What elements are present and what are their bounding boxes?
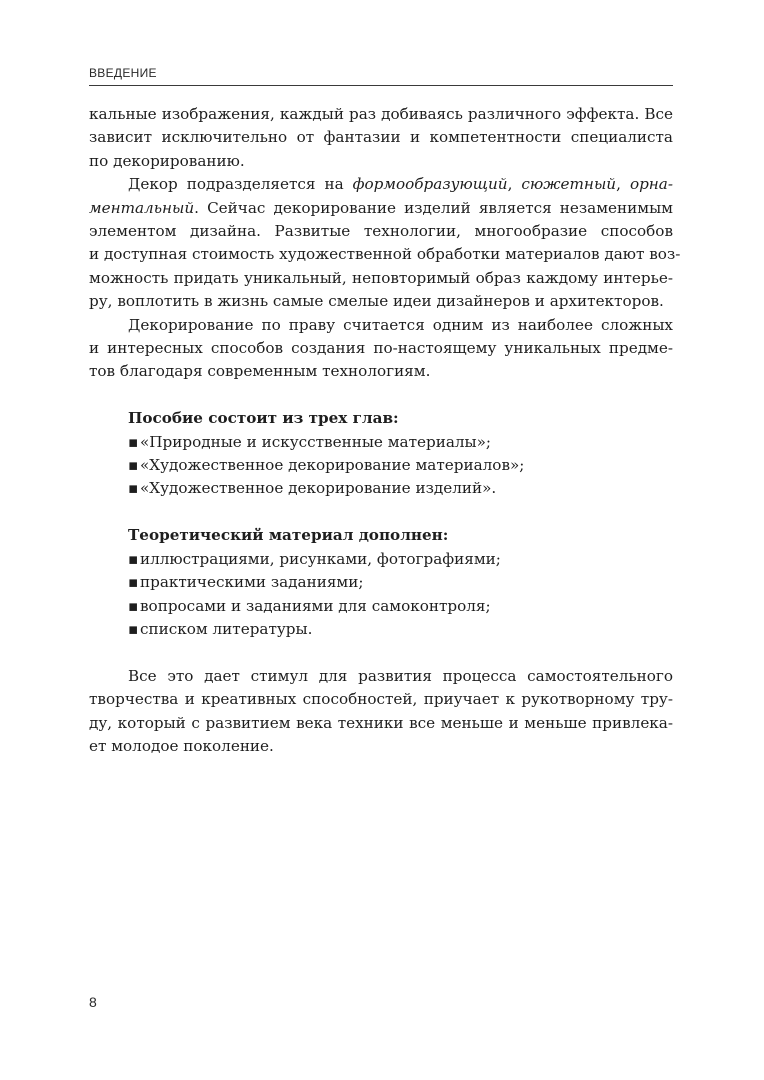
- italic-term: ментальный: [89, 198, 195, 217]
- bullet-icon: ▪: [128, 479, 139, 498]
- text-line: творчества и креативных способностей, приучает к рукотворному тру-: [89, 690, 673, 709]
- list-item: [89, 431, 673, 454]
- list-item: [89, 571, 673, 594]
- list-item-text: «Художественное декорирование изделий».: [140, 479, 497, 498]
- italic-term: сюжетный: [521, 175, 617, 194]
- list-item: [89, 595, 673, 618]
- text-run: ,: [616, 175, 630, 194]
- text-run: ,: [507, 175, 522, 194]
- chapters-heading: Пособие состоит из трех глав:: [128, 409, 399, 428]
- list-item-text: «Природные и искусственные материалы»;: [140, 432, 492, 451]
- text-run: . Сейчас декорирование изделий является незаменимым: [194, 198, 673, 217]
- list-item: [89, 618, 673, 641]
- spacer: [89, 384, 673, 407]
- list-item: [89, 477, 673, 500]
- list-item-text: списком литературы.: [140, 619, 313, 638]
- text-line: элементом дизайна. Развитые технологии, многообразие способов: [89, 222, 673, 241]
- text-run: Декор подразделяется на: [128, 175, 353, 194]
- italic-term: орна-: [629, 175, 673, 194]
- text-line: по декорированию.: [89, 151, 245, 170]
- running-head: ВВЕДЕНИЕ: [89, 66, 673, 86]
- list-item-text: иллюстрациями, рисунками, фотографиями;: [140, 549, 501, 568]
- list-item-text: вопросами и заданиями для самоконтроля;: [140, 596, 491, 615]
- paragraph-1: [89, 103, 673, 173]
- text-line: ет молодое поколение.: [89, 736, 274, 755]
- text-line: и доступная стоимость художественной обработки материалов дают воз-: [89, 245, 681, 264]
- text-line: кальные изображения, каждый раз добиваясь различного эффекта. Все: [89, 105, 673, 123]
- bullet-icon: ▪: [128, 456, 139, 475]
- text-line: ду, который с развитием века техники все меньше и меньше привлека-: [89, 713, 673, 732]
- text-line: и интересных способов создания по-настоящему уникальных предме-: [89, 339, 673, 358]
- list-item: [89, 548, 673, 571]
- spacer: [89, 641, 673, 664]
- bullet-icon: ▪: [128, 573, 139, 592]
- list-item-text: «Художественное декорирование материалов»;: [140, 456, 525, 475]
- paragraph-2: [89, 173, 681, 313]
- text-line: [89, 173, 673, 196]
- spacer: [89, 501, 673, 524]
- text-line: [89, 197, 673, 220]
- page-number: 8: [89, 994, 97, 1010]
- text-line: зависит исключительно от фантазии и компетентности специалиста: [89, 128, 673, 147]
- chapters-list: [89, 407, 673, 501]
- supplements-heading: Теоретический материал дополнен:: [128, 526, 449, 545]
- bullet-icon: ▪: [128, 596, 139, 615]
- italic-term: формообразующий: [352, 175, 508, 194]
- supplements-list: [89, 524, 673, 641]
- text-line: Все это дает стимул для развития процесса самостоятельного: [128, 666, 673, 685]
- paragraph-4: [89, 665, 673, 759]
- bullet-icon: ▪: [128, 432, 139, 451]
- text-line: Декорирование по праву считается одним из наиболее сложных: [128, 315, 673, 334]
- page-body: [89, 103, 681, 758]
- list-item: [89, 454, 673, 477]
- bullet-icon: ▪: [128, 619, 139, 638]
- text-line: тов благодаря современным технологиям.: [89, 362, 431, 381]
- list-item-text: практическими заданиями;: [140, 573, 364, 592]
- text-line: можность придать уникальный, неповторимый образ каждому интерье-: [89, 268, 673, 287]
- bullet-icon: ▪: [128, 549, 139, 568]
- text-line: ру, воплотить в жизнь самые смелые идеи дизайнеров и архитекторов.: [89, 292, 664, 311]
- paragraph-3: [89, 314, 673, 384]
